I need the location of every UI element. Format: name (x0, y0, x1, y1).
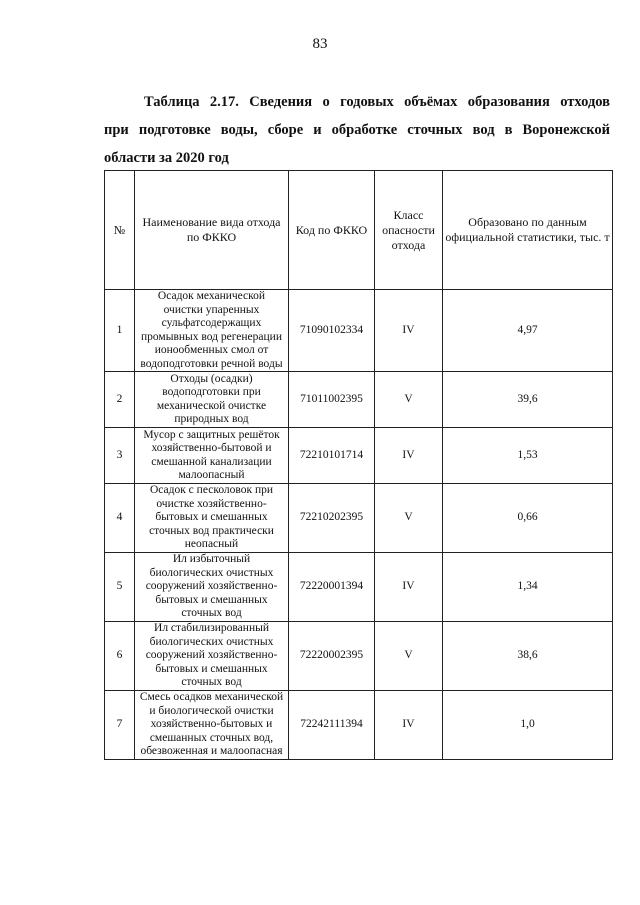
caption-line-1: Таблица 2.17. Сведения о годовых объёмах образования отходов (144, 94, 610, 110)
row-value: 0,66 (443, 484, 613, 553)
header-name: Наименование вида отхода по ФККО (135, 171, 289, 290)
row-value: 1,0 (443, 691, 613, 760)
row-name: Отходы (осадки) водоподготовки при механической очистке природных вод (135, 372, 289, 428)
row-code: 72220002395 (289, 622, 375, 691)
table-header-row (105, 171, 613, 290)
table-row (105, 553, 613, 622)
row-code: 72242111394 (289, 691, 375, 760)
caption-line-3: области за 2020 год (104, 150, 229, 166)
row-code: 72210202395 (289, 484, 375, 553)
row-name: Ил стабилизированный биологических очистных сооружений хозяйственно-бытовых и смешанных сточных вод (135, 622, 289, 691)
row-value: 1,53 (443, 428, 613, 484)
row-num: 3 (105, 428, 135, 484)
header-value: Образовано по данным официальной статистики, тыс. т (443, 171, 613, 290)
row-class: IV (375, 691, 443, 760)
caption-line-2: при подготовке воды, сборе и обработке сточных вод в Воронежской (104, 122, 610, 138)
row-code: 71090102334 (289, 290, 375, 372)
table-row (105, 691, 613, 760)
row-class: V (375, 484, 443, 553)
row-num: 5 (105, 553, 135, 622)
row-name: Ил избыточный биологических очистных сооружений хозяйственно-бытовых и смешанных сточных вод (135, 553, 289, 622)
row-name: Смесь осадков механической и биологической очистки хозяйственно-бытовых и смешанных сточных вод, обезвоженная и малоопасная (135, 691, 289, 760)
row-num: 1 (105, 290, 135, 372)
row-value: 1,34 (443, 553, 613, 622)
header-class: Класс опасности отхода (375, 171, 443, 290)
table-row (105, 428, 613, 484)
row-class: IV (375, 553, 443, 622)
row-class: V (375, 372, 443, 428)
row-value: 4,97 (443, 290, 613, 372)
table-row (105, 622, 613, 691)
row-value: 39,6 (443, 372, 613, 428)
table-row (105, 484, 613, 553)
row-num: 6 (105, 622, 135, 691)
row-class: IV (375, 428, 443, 484)
table-row (105, 372, 613, 428)
row-num: 4 (105, 484, 135, 553)
row-name: Осадок механической очистки упаренных сульфатсодержащих промывных вод регенерации ионообменных смол от водоподготовки речной воды (135, 290, 289, 372)
row-code: 71011002395 (289, 372, 375, 428)
row-name: Мусор с защитных решёток хозяйственно-бытовой и смешанной канализации малоопасный (135, 428, 289, 484)
row-num: 2 (105, 372, 135, 428)
row-value: 38,6 (443, 622, 613, 691)
row-name: Осадок с песколовок при очистке хозяйственно-бытовых и смешанных сточных вод практически неопасный (135, 484, 289, 553)
row-class: IV (375, 290, 443, 372)
row-num: 7 (105, 691, 135, 760)
page-number: 83 (312, 36, 328, 52)
table-row (105, 290, 613, 372)
waste-volume-table (104, 170, 613, 760)
row-class: V (375, 622, 443, 691)
header-num: № (105, 171, 135, 290)
header-code: Код по ФККО (289, 171, 375, 290)
row-code: 72210101714 (289, 428, 375, 484)
row-code: 72220001394 (289, 553, 375, 622)
table-caption (104, 88, 610, 172)
